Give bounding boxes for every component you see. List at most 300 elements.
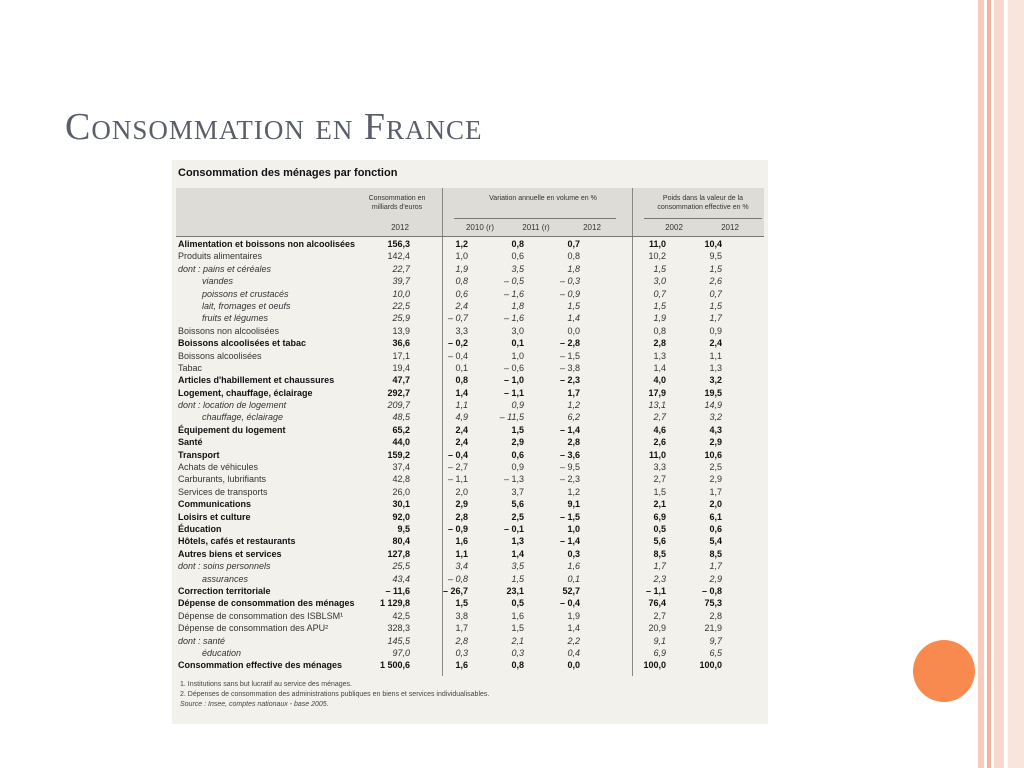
row-value: 1,1 (455, 548, 468, 559)
row-value: 14,9 (704, 400, 722, 411)
row-value: 9,5 (709, 251, 722, 262)
table-row (172, 300, 768, 312)
row-value: – 1,6 (503, 288, 524, 299)
row-value: 100,0 (643, 660, 666, 671)
table-row (172, 473, 768, 485)
row-value: 2,8 (455, 511, 468, 522)
row-value: 0,4 (567, 647, 580, 658)
row-label: Alimentation et boissons non alcoolisées (178, 239, 356, 249)
row-label: Loisirs et culture (178, 511, 251, 522)
row-value: 1,1 (455, 400, 468, 411)
row-value: – 0,5 (503, 276, 524, 287)
row-value: 1,7 (709, 313, 722, 324)
row-label: Hôtels, cafés et restaurants (178, 536, 296, 547)
right-border-stripe (987, 0, 991, 768)
row-value: 2,5 (709, 462, 722, 473)
row-value: 1,8 (511, 300, 524, 311)
row-value: 3,2 (709, 412, 722, 423)
row-value: 0,1 (567, 573, 580, 584)
table-row (172, 449, 768, 461)
row-value: 2,9 (709, 437, 722, 448)
table-row (172, 411, 768, 423)
row-value: – 0,1 (503, 523, 524, 534)
row-value: 25,5 (392, 561, 410, 572)
slide-title: Consommation en France (65, 106, 483, 148)
row-label: Consommation effective des ménages (178, 660, 343, 671)
table-row (172, 399, 768, 411)
row-value: – 2,3 (559, 474, 580, 485)
row-value: 1,7 (709, 561, 722, 572)
row-value: 0,7 (567, 239, 580, 249)
table-row (172, 362, 768, 374)
table-row (172, 659, 768, 671)
row-value: 1,0 (567, 523, 580, 534)
row-value: 13,9 (392, 325, 410, 336)
row-value: 1,2 (567, 486, 580, 497)
row-value: 8,5 (653, 548, 666, 559)
row-label: Tabac (178, 362, 203, 373)
table-row (172, 535, 768, 547)
table-row (172, 461, 768, 473)
footnote: 1. Institutions sans but lucratif au service des ménages. (180, 681, 352, 688)
table-row (172, 647, 768, 659)
row-value: – 0,9 (447, 523, 468, 534)
row-value: 6,9 (653, 511, 666, 522)
row-value: 0,3 (511, 647, 524, 658)
row-label: Boissons non alcoolisées (178, 325, 280, 336)
table-row (172, 374, 768, 386)
row-label: Services de transports (178, 486, 268, 497)
row-value: 1,0 (511, 350, 524, 361)
row-value: 1,3 (709, 362, 722, 373)
row-value: 97,0 (392, 647, 410, 658)
row-label: Dépense de consommation des ménages (178, 598, 355, 609)
row-value: 37,4 (392, 462, 410, 473)
row-value: 1,7 (567, 387, 580, 398)
row-value: 11,0 (648, 239, 666, 249)
row-value: 52,7 (562, 585, 580, 596)
row-value: 142,4 (387, 251, 410, 262)
row-value: 43,4 (392, 573, 410, 584)
row-value: 1,5 (567, 300, 580, 311)
row-value: 10,0 (392, 288, 410, 299)
row-value: – 26,7 (442, 585, 468, 596)
row-value: 42,5 (392, 610, 410, 621)
row-value: 6,2 (567, 412, 580, 423)
row-value: 2,6 (709, 276, 722, 287)
row-value: – 1,3 (503, 474, 524, 485)
row-value: 4,0 (653, 375, 666, 386)
row-label: fruits et légumes (202, 313, 269, 324)
right-border-stripe (994, 0, 1004, 768)
row-value: 0,6 (455, 288, 468, 299)
row-value: 0,1 (511, 338, 524, 349)
row-value: 159,2 (387, 449, 410, 460)
row-value: 0,9 (709, 325, 722, 336)
row-value: 11,0 (648, 449, 666, 460)
row-value: 47,7 (392, 375, 410, 386)
row-value: 9,7 (709, 635, 722, 646)
row-value: 25,9 (392, 313, 410, 324)
row-value: 1,5 (511, 623, 524, 634)
row-value: 2,8 (567, 437, 580, 448)
row-value: 20,9 (648, 623, 666, 634)
decorative-orange-dot (913, 640, 975, 702)
row-value: 1,4 (455, 387, 468, 398)
header-consumption: Consommation en milliards d'euros (368, 195, 426, 211)
row-value: 3,2 (709, 375, 722, 386)
table-row (172, 250, 768, 262)
row-value: 10,6 (704, 449, 722, 460)
row-value: 80,4 (392, 536, 410, 547)
row-value: 0,8 (455, 375, 468, 386)
row-value: – 0,4 (447, 350, 468, 361)
row-label: Transport (178, 449, 220, 460)
row-value: 1 129,8 (379, 598, 410, 609)
row-label: Communications (178, 499, 252, 510)
row-value: – 1,6 (503, 313, 524, 324)
table-row (172, 436, 768, 448)
source-note: Source : Insee, comptes nationaux - base 2005. (180, 701, 329, 708)
row-value: 1,5 (709, 300, 722, 311)
row-label: Logement, chauffage, éclairage (178, 387, 313, 398)
row-value: 30,1 (392, 499, 410, 510)
row-value: – 1,5 (559, 350, 580, 361)
row-value: 5,4 (709, 536, 722, 547)
row-value: 2,1 (653, 499, 666, 510)
row-value: 4,9 (455, 412, 468, 423)
row-value: 9,5 (397, 523, 410, 534)
row-value: 0,1 (455, 362, 468, 373)
row-value: – 1,4 (559, 536, 580, 547)
row-value: 0,8 (455, 276, 468, 287)
table-row (172, 424, 768, 436)
row-label: dont : pains et céréales (178, 263, 272, 274)
row-value: 1,5 (653, 486, 666, 497)
row-value: 0,3 (455, 647, 468, 658)
row-value: 1,5 (455, 598, 468, 609)
row-value: 292,7 (387, 387, 410, 398)
row-value: 1,8 (567, 263, 580, 274)
row-value: – 2,7 (447, 462, 468, 473)
row-value: 1,5 (653, 300, 666, 311)
row-value: – 1,1 (645, 585, 666, 596)
row-value: 0,8 (567, 251, 580, 262)
row-value: – 2,8 (559, 338, 580, 349)
row-value: 2,7 (653, 474, 666, 485)
row-value: 48,5 (392, 412, 410, 423)
consumption-table (172, 160, 768, 724)
row-value: 2,4 (455, 437, 468, 448)
row-label: Équipement du logement (178, 424, 286, 435)
row-value: 3,0 (511, 325, 524, 336)
row-value: 44,0 (392, 437, 410, 448)
row-value: 1,2 (567, 400, 580, 411)
table-row (172, 548, 768, 560)
row-value: 2,0 (455, 486, 468, 497)
row-value: – 2,3 (559, 375, 580, 386)
row-value: – 0,6 (503, 362, 524, 373)
row-label: viandes (202, 276, 234, 287)
table-notes (180, 680, 489, 710)
table-row (172, 263, 768, 275)
row-value: 2,9 (709, 573, 722, 584)
table-row (172, 635, 768, 647)
row-label: chauffage, éclairage (202, 412, 284, 423)
table-row (172, 312, 768, 324)
row-value: 1,5 (511, 424, 524, 435)
row-value: 1,3 (511, 536, 524, 547)
row-label: dont : santé (178, 635, 226, 646)
row-value: 92,0 (392, 511, 410, 522)
row-value: 4,6 (653, 424, 666, 435)
row-value: 1,6 (511, 610, 524, 621)
row-value: – 3,8 (559, 362, 580, 373)
row-value: 6,5 (709, 647, 722, 658)
row-value: 22,7 (392, 263, 410, 274)
row-value: 9,1 (567, 499, 580, 510)
row-value: 0,7 (709, 288, 722, 299)
row-value: 1,6 (567, 561, 580, 572)
row-value: 17,9 (648, 387, 666, 398)
table-row (172, 486, 768, 498)
row-value: 76,4 (648, 598, 666, 609)
row-value: 2,8 (455, 635, 468, 646)
row-value: 3,3 (455, 325, 468, 336)
table-title: Consommation des ménages par fonction (178, 167, 398, 179)
row-value: 23,1 (506, 585, 524, 596)
row-label: dont : location de logement (178, 400, 287, 411)
row-value: 1,4 (653, 362, 666, 373)
row-value: 22,5 (392, 300, 410, 311)
table-row (172, 275, 768, 287)
row-value: 13,1 (648, 400, 666, 411)
row-value: 2,8 (653, 338, 666, 349)
table-row (172, 387, 768, 399)
table-row (172, 350, 768, 362)
row-value: 3,4 (455, 561, 468, 572)
row-value: 0,6 (511, 449, 524, 460)
row-value: 36,6 (392, 338, 410, 349)
row-value: 2,4 (455, 424, 468, 435)
row-value: – 0,7 (447, 313, 468, 324)
footnote: 2. Dépenses de consommation des administrations publiques en biens et services individualisables. (180, 691, 490, 698)
row-value: 1,6 (455, 536, 468, 547)
row-value: 1,4 (567, 313, 580, 324)
row-value: – 0,8 (701, 585, 722, 596)
header-year: 2011 (r) (522, 223, 550, 232)
header-weight: Poids dans la valeur de la consommation effective en % (657, 195, 749, 211)
row-value: 1,7 (455, 623, 468, 634)
row-value: 1,0 (455, 251, 468, 262)
table-header (176, 188, 764, 236)
row-value: 2,9 (709, 474, 722, 485)
table-row (172, 498, 768, 510)
row-value: 2,4 (455, 300, 468, 311)
row-value: 5,6 (653, 536, 666, 547)
table-row (172, 337, 768, 349)
header-year: 2002 (665, 223, 683, 232)
row-value: 10,2 (648, 251, 666, 262)
row-label: Achats de véhicules (178, 462, 259, 473)
row-value: 1,2 (455, 239, 468, 249)
row-value: – 0,3 (559, 276, 580, 287)
table-row (172, 325, 768, 337)
row-value: 6,9 (653, 647, 666, 658)
row-label: poissons et crustacés (202, 288, 289, 299)
row-value: – 0,4 (447, 449, 468, 460)
row-value: 3,0 (653, 276, 666, 287)
row-value: 3,8 (455, 610, 468, 621)
row-value: – 0,9 (559, 288, 580, 299)
row-value: 0,5 (511, 598, 524, 609)
header-year: 2012 (391, 223, 409, 232)
right-border-stripe (978, 0, 984, 768)
table-row (172, 288, 768, 300)
table-row (172, 511, 768, 523)
row-value: 75,3 (704, 598, 722, 609)
row-value: 4,3 (709, 424, 722, 435)
row-label: assurances (202, 573, 249, 584)
row-value: 0,5 (653, 523, 666, 534)
row-value: 0,0 (567, 660, 580, 671)
row-value: 100,0 (699, 660, 722, 671)
row-value: 5,6 (511, 499, 524, 510)
row-value: 19,4 (392, 362, 410, 373)
row-value: 2,5 (511, 511, 524, 522)
row-value: 65,2 (392, 424, 410, 435)
row-value: 6,1 (709, 511, 722, 522)
table-row (172, 610, 768, 622)
row-value: 2,6 (653, 437, 666, 448)
row-value: – 11,6 (385, 585, 410, 596)
row-label: Boissons alcoolisées et tabac (178, 338, 307, 349)
row-value: 1,5 (511, 573, 524, 584)
row-value: 10,4 (704, 239, 722, 249)
row-value: 21,9 (704, 623, 722, 634)
row-value: 3,5 (511, 263, 524, 274)
row-value: 1,4 (567, 623, 580, 634)
row-value: 1,9 (567, 610, 580, 621)
row-value: – 1,1 (503, 387, 524, 398)
table-body (172, 238, 768, 672)
row-value: 2,1 (511, 635, 524, 646)
row-value: 1 500,6 (379, 660, 410, 671)
row-value: 1,7 (709, 486, 722, 497)
row-label: Carburants, lubrifiants (178, 474, 267, 485)
row-value: 0,9 (511, 462, 524, 473)
table-row (172, 573, 768, 585)
row-value: 209,7 (387, 400, 410, 411)
header-year: 2012 (721, 223, 739, 232)
row-value: 328,3 (387, 623, 410, 634)
row-value: 0,7 (653, 288, 666, 299)
header-variation: Variation annuelle en volume en % (489, 195, 597, 202)
row-value: 3,5 (511, 561, 524, 572)
row-label: Boissons alcoolisées (178, 350, 262, 361)
row-value: – 1,0 (503, 375, 524, 386)
row-value: 39,7 (392, 276, 410, 287)
row-label: Produits alimentaires (178, 251, 263, 262)
row-value: 0,9 (511, 400, 524, 411)
header-year: 2012 (583, 223, 601, 232)
table-row (172, 585, 768, 597)
row-value: 1,5 (709, 263, 722, 274)
row-value: 26,0 (392, 486, 410, 497)
row-value: 1,9 (653, 313, 666, 324)
row-value: 156,3 (387, 239, 410, 249)
row-value: – 0,4 (559, 598, 580, 609)
row-value: 8,5 (709, 548, 722, 559)
row-value: 1,1 (709, 350, 722, 361)
row-value: 1,6 (455, 660, 468, 671)
row-label: Éducation (178, 523, 222, 534)
row-value: 3,7 (511, 486, 524, 497)
row-value: 19,5 (704, 387, 722, 398)
row-label: éducation (202, 647, 242, 658)
row-value: 0,8 (653, 325, 666, 336)
row-value: 2,8 (709, 610, 722, 621)
row-value: 2,2 (567, 635, 580, 646)
row-label: Articles d'habillement et chaussures (178, 375, 335, 386)
row-value: – 1,1 (447, 474, 468, 485)
row-label: Santé (178, 437, 203, 448)
row-value: – 11,5 (499, 412, 524, 423)
row-value: 2,7 (653, 610, 666, 621)
row-value: 1,7 (653, 561, 666, 572)
row-value: 145,5 (387, 635, 410, 646)
row-value: 3,3 (653, 462, 666, 473)
row-value: 2,7 (653, 412, 666, 423)
row-value: – 1,5 (559, 511, 580, 522)
row-value: 0,6 (511, 251, 524, 262)
row-value: 0,3 (567, 548, 580, 559)
row-value: 0,0 (567, 325, 580, 336)
row-value: – 0,8 (447, 573, 468, 584)
row-value: 0,8 (511, 660, 524, 671)
table-row (172, 238, 768, 250)
row-value: – 1,4 (559, 424, 580, 435)
row-value: 1,5 (653, 263, 666, 274)
row-value: 1,4 (511, 548, 524, 559)
row-value: 0,6 (709, 523, 722, 534)
row-value: – 3,6 (559, 449, 580, 460)
row-value: – 0,2 (447, 338, 468, 349)
row-value: 2,9 (455, 499, 468, 510)
row-value: 2,3 (653, 573, 666, 584)
table-row (172, 622, 768, 634)
row-value: 2,4 (709, 338, 722, 349)
table-row (172, 523, 768, 535)
row-value: 9,1 (653, 635, 666, 646)
row-value: 2,9 (511, 437, 524, 448)
row-label: Dépense de consommation des ISBLSM¹ (178, 610, 344, 621)
row-label: lait, fromages et oeufs (202, 300, 291, 311)
table-row (172, 597, 768, 609)
row-value: 17,1 (392, 350, 410, 361)
right-border-stripe (1008, 0, 1024, 768)
row-value: 0,8 (511, 239, 524, 249)
row-label: Autres biens et services (178, 548, 282, 559)
row-value: – 9,5 (559, 462, 580, 473)
row-label: dont : soins personnels (178, 561, 271, 572)
row-value: 42,8 (392, 474, 410, 485)
row-value: 1,3 (653, 350, 666, 361)
header-year: 2010 (r) (465, 223, 494, 232)
row-value: 1,9 (455, 263, 468, 274)
row-value: 127,8 (387, 548, 410, 559)
row-label: Dépense de consommation des APU² (178, 623, 329, 634)
